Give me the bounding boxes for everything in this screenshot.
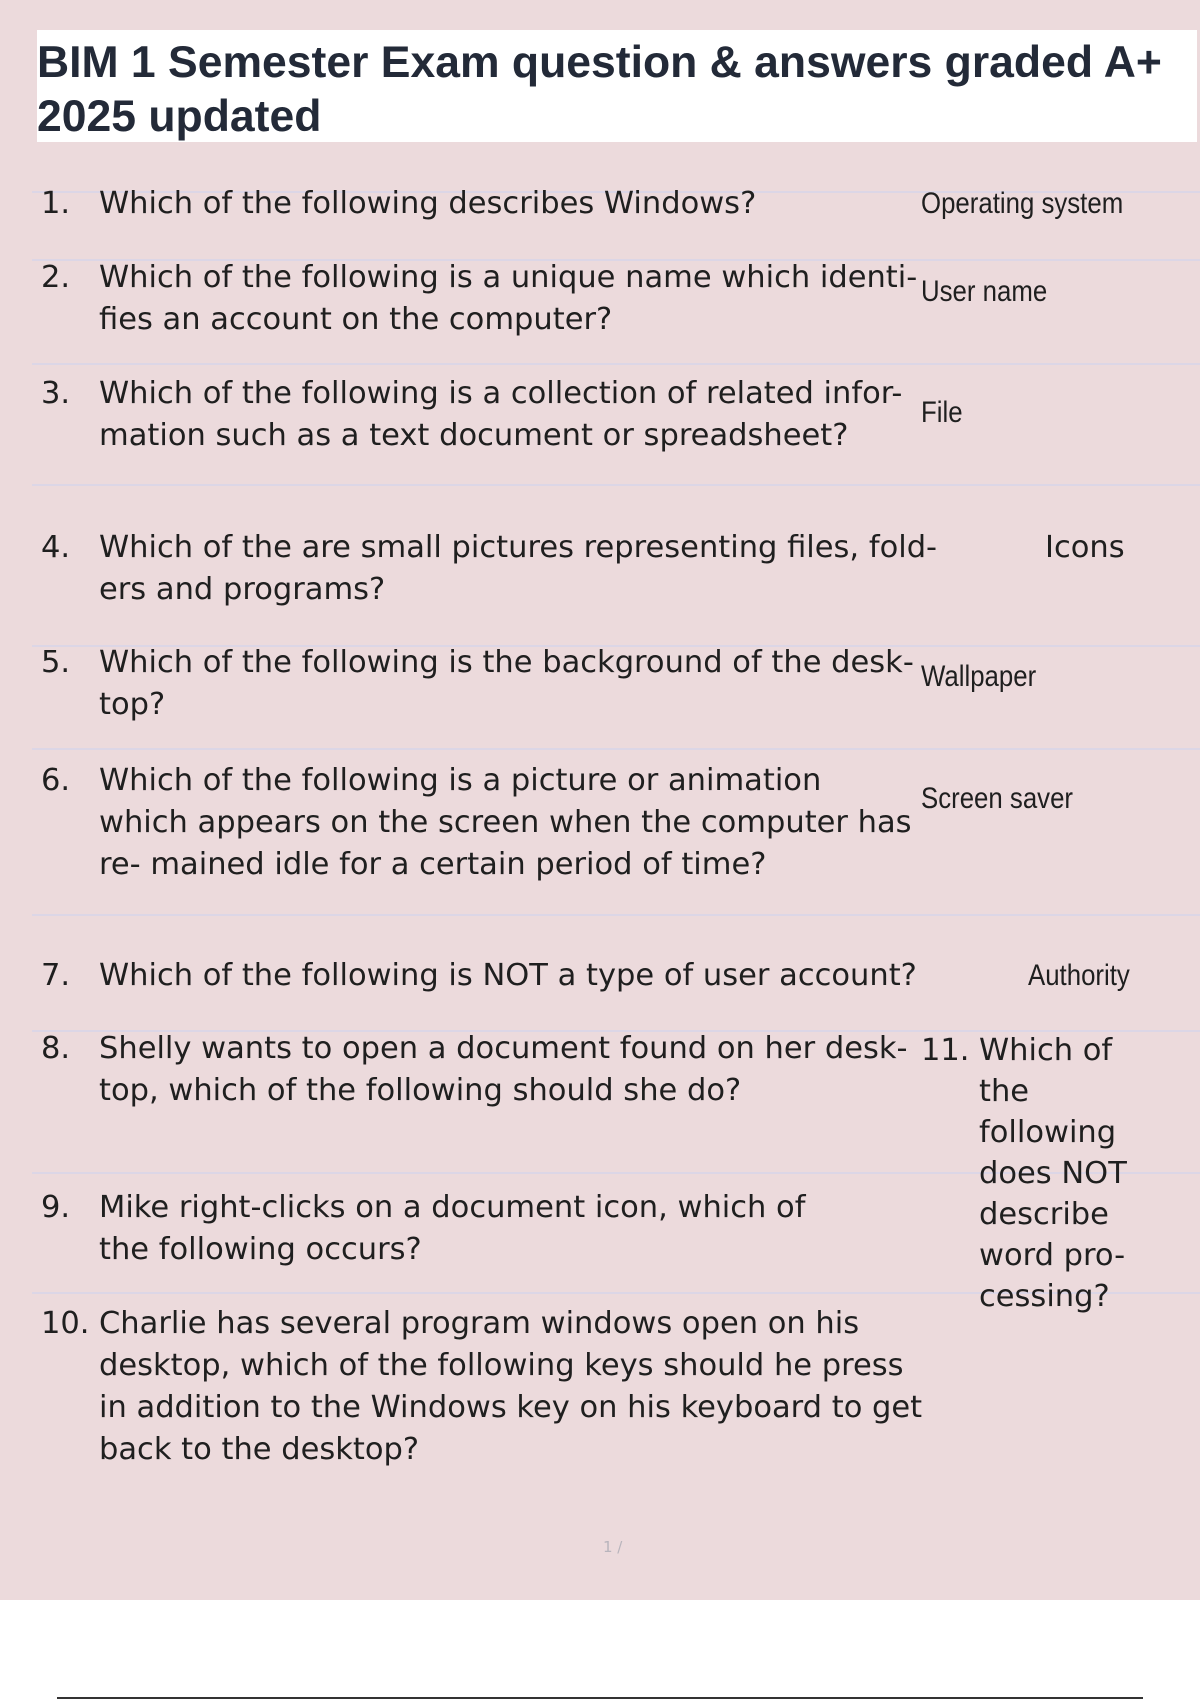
row-divider bbox=[32, 748, 1200, 750]
question-text: Which of the following describes Windows? bbox=[99, 186, 757, 221]
page-number: 1 / bbox=[603, 1538, 623, 1556]
footer-rule bbox=[57, 1697, 1143, 1699]
question-number: 1. bbox=[41, 186, 71, 221]
question-number: 5. bbox=[41, 645, 71, 680]
question-text: Charlie has several program windows open on his desktop, which of the following keys should he press in addition to the Windows key on his keyboard to get back to the desktop? bbox=[99, 1306, 923, 1467]
question-number: 11. bbox=[921, 1033, 970, 1068]
row-divider bbox=[32, 914, 1200, 916]
question-number: 2. bbox=[41, 260, 71, 295]
question-number: 10. bbox=[41, 1306, 90, 1341]
document-title: BIM 1 Semester Exam question & answers graded A+ 2025 updated bbox=[37, 38, 1162, 141]
answer-7: Authority bbox=[1028, 959, 1130, 992]
question-number: 6. bbox=[41, 763, 71, 798]
answer-1: Operating system bbox=[921, 187, 1124, 220]
answer-2: User name bbox=[921, 275, 1048, 308]
answer-5: Wallpaper bbox=[921, 660, 1037, 693]
question-text: Which of the following does NOT describe word pro- cessing? bbox=[979, 1033, 1127, 1314]
question-text: Which of the following is a collection of related infor- mation such as a text document or spreadsheet? bbox=[99, 376, 903, 453]
question-number: 9. bbox=[41, 1190, 71, 1225]
answer-6: Screen saver bbox=[921, 782, 1074, 815]
question-text: Which of the following is the background of the desk- top? bbox=[99, 645, 914, 722]
row-divider bbox=[32, 484, 1200, 486]
question-text: Mike right-clicks on a document icon, which of the following occurs? bbox=[99, 1190, 806, 1267]
question-number: 3. bbox=[41, 376, 71, 411]
row-divider bbox=[32, 363, 1200, 365]
question-text: Which of the following is NOT a type of user account? bbox=[99, 958, 917, 993]
question-text: Shelly wants to open a document found on her desk- top, which of the following should she do? bbox=[99, 1031, 908, 1108]
question-text: Which of the following is a unique name which identi- fies an account on the computer? bbox=[99, 260, 918, 337]
answer-4: Icons bbox=[1045, 530, 1125, 565]
answer-3: File bbox=[921, 396, 963, 429]
question-text: Which of the following is a picture or animation which appears on the screen when the computer has re- mained idle for a certain period of time? bbox=[99, 763, 912, 882]
title-box bbox=[37, 30, 1197, 142]
question-number: 4. bbox=[41, 530, 71, 565]
question-number: 7. bbox=[41, 958, 71, 993]
question-text: Which of the are small pictures representing files, fold- ers and programs? bbox=[99, 530, 938, 607]
question-number: 8. bbox=[41, 1031, 71, 1066]
